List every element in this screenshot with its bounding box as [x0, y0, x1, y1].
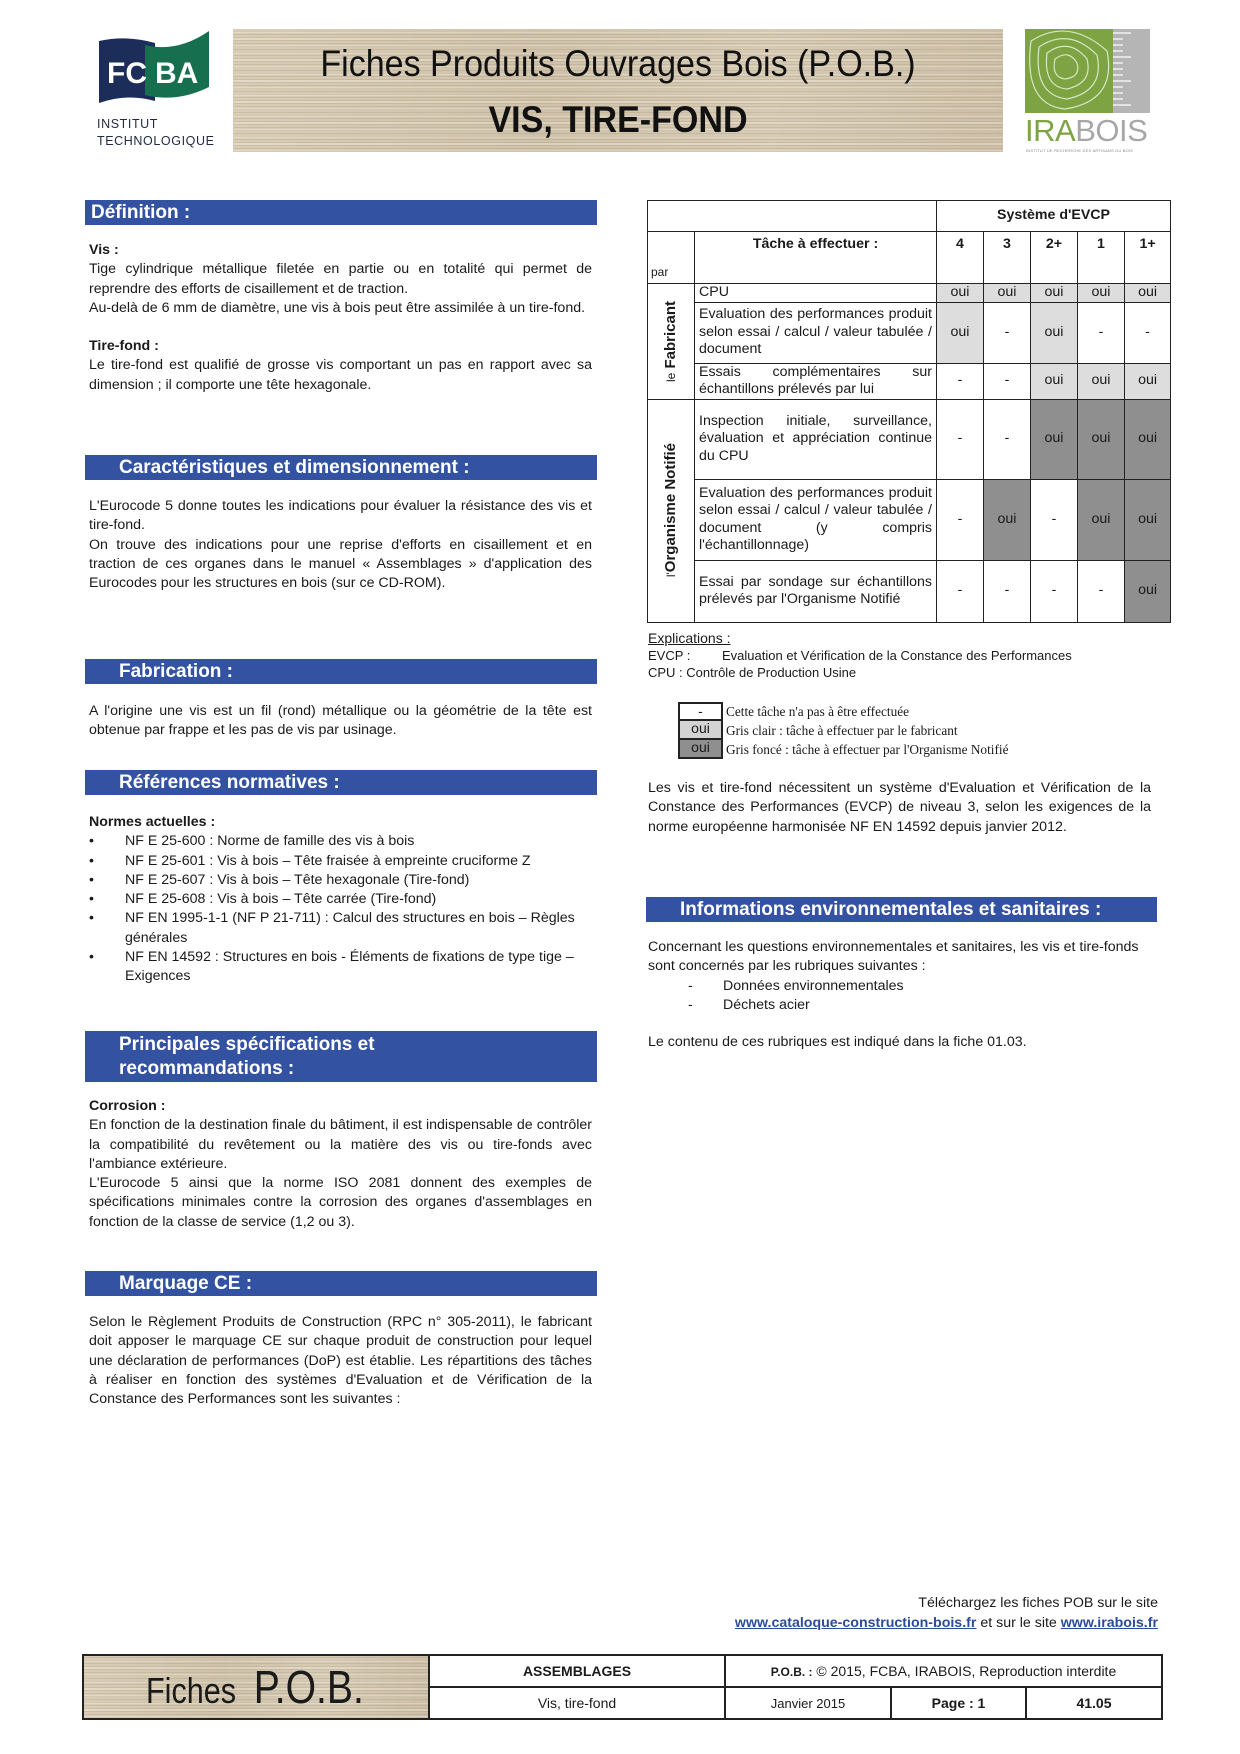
fcba-logo-icon: [97, 31, 211, 107]
tirefond-text: Le tire-fond est qualifié de grosse vis comportant un pas en rapport avec sa dimension ; il comporte une tête hexagonale.: [89, 357, 592, 393]
normes-list: [89, 832, 592, 986]
table-row: [648, 399, 1171, 479]
definition-heading: Définition :: [85, 200, 597, 225]
value-cell: -: [1078, 560, 1125, 622]
system-3-header: 3: [984, 232, 1031, 284]
value-cell: oui: [984, 284, 1031, 303]
rubrique-item: - Déchets acier: [648, 996, 1151, 1015]
table-row: [648, 284, 1171, 303]
fabrication-text: A l'origine une vis est un fil (rond) métallique ou la géométrie de la tête est obtenue par frappe et les pas de vis par usinage.: [89, 703, 592, 739]
norme-item: • NF E 25-601 : Vis à bois – Tête fraisée à empreinte cruciforme Z: [89, 852, 592, 871]
system-4-header: 4: [937, 232, 984, 284]
download-note: [735, 1593, 1158, 1633]
value-cell: -: [984, 560, 1031, 622]
value-cell: oui: [1078, 399, 1125, 479]
footer-category: ASSEMBLAGES: [429, 1655, 725, 1687]
corrosion-text-1: En fonction de la destination finale du bâtiment, il est indispensable de contrôler la compatibilité du revêtement ou la matière des vis ou tire-fonds avec l'ambiance extérieure.: [89, 1117, 592, 1172]
fcba-line1: INSTITUT: [97, 117, 159, 131]
task-cell: Evaluation des performances produit selon essai / calcul / valeur tabulée / document: [695, 302, 937, 363]
value-cell: -: [1078, 302, 1125, 363]
references-heading: Références normatives :: [85, 770, 597, 795]
task-header: Tâche à effectuer :: [695, 232, 937, 284]
value-cell: oui: [1078, 284, 1125, 303]
value-cell: oui: [1125, 363, 1171, 399]
rubriques-list: [648, 977, 1151, 1015]
document-title: VIS, TIRE-FOND: [488, 99, 748, 140]
value-cell: oui: [1125, 560, 1171, 622]
legend-item-light-grey: oui Gris clair : tâche à effectuer par le fabricant: [678, 721, 1009, 740]
marquage-text: Selon le Règlement Produits de Construction (RPC n° 305-2011), le fabricant doit apposer le marquage CE sur chaque produit de construction pour lequel une déclaration de performances (DoP) est établie. Les répartitions des tâches à réaliser en fonction des systèmes d'Evaluation et de Vérification de la Constance des Performances sont les suivantes :: [89, 1314, 592, 1408]
value-cell: oui: [1031, 302, 1078, 363]
footer-document-code: 41.05: [1026, 1687, 1162, 1719]
value-cell: -: [937, 399, 984, 479]
download-links: www.cataloque-construction-bois.fr et sur le site www.irabois.fr: [734, 1615, 1158, 1631]
footer-copyright: P.O.B. : © 2015, FCBA, IRABOIS, Reproduction interdite: [725, 1655, 1162, 1687]
environnement-heading: Informations environnementales et sanitaires :: [646, 897, 1157, 922]
evcp-header-row: [648, 201, 1171, 232]
norme-item: • NF E 25-600 : Norme de famille des vis à bois: [89, 832, 592, 851]
svg-text:FC: FC: [107, 57, 147, 90]
value-cell: -: [1031, 479, 1078, 560]
irabois-wordmark: IRABOIS: [1025, 113, 1148, 148]
catalogue-link[interactable]: www.cataloque-construction-bois.fr: [734, 1615, 977, 1631]
task-cell: CPU: [695, 284, 937, 303]
legend: [678, 702, 1009, 759]
download-line: Téléchargez les fiches POB sur le site: [918, 1595, 1158, 1611]
value-cell: oui: [1031, 363, 1078, 399]
ruler-icon: [1113, 29, 1150, 113]
specifications-heading-line2: recommandations :: [119, 1058, 295, 1079]
irabois-tagline: INSTITUT DE RECHERCHE DES ARTISANS DU BOIS: [1026, 148, 1134, 153]
empty-corner-cell: [648, 201, 937, 232]
value-cell: oui: [1031, 399, 1078, 479]
environnement-closing: Le contenu de ces rubriques est indiqué dans la fiche 01.03.: [648, 1033, 1027, 1050]
norme-item: • NF EN 14592 : Structures en bois - Éléments de fixations de type tige – Exigences: [89, 948, 592, 987]
legend-item-none: - Cette tâche n'a pas à être effectuée: [678, 702, 1009, 721]
legend-item-dark-grey: oui Gris foncé : tâche à effectuer par l'Organisme Notifié: [678, 740, 1009, 759]
value-cell: oui: [937, 302, 984, 363]
value-cell: oui: [1125, 479, 1171, 560]
title-banner: [233, 29, 1003, 152]
value-cell: -: [1031, 560, 1078, 622]
footer-date: Janvier 2015: [725, 1687, 891, 1719]
value-cell: oui: [1125, 399, 1171, 479]
par-label: par: [648, 232, 695, 284]
footer-product: Vis, tire-fond: [429, 1687, 725, 1719]
task-cell: Essais complémentaires sur échantillons prélevés par lui: [695, 363, 937, 399]
caracteristiques-text-2: On trouve des indications pour une reprise d'efforts en cisaillement et en traction de ces organes dans le manuel « Assemblages » d'application des Eurocodes pour les structures en bois (sur ce CD-ROM).: [89, 536, 592, 592]
definition-section: [89, 241, 592, 395]
system-2plus-header: 2+: [1031, 232, 1078, 284]
normes-label: Normes actuelles :: [89, 814, 216, 830]
evcp-table: [647, 200, 1171, 623]
value-cell: -: [984, 363, 1031, 399]
value-cell: oui: [1125, 284, 1171, 303]
evcp-paragraph: Les vis et tire-fond nécessitent un système d'Evaluation et Vérification de la Constance des Performances (EVCP) de niveau 3, selon les exigences de la norme européenne harmonisée NF EN 14592 depuis janvier 2012.: [648, 780, 1151, 835]
group-label-organisme-notifie: l'Organisme Notifié: [648, 399, 695, 622]
environnement-text: Concernant les questions environnementales et sanitaires, les vis et tire-fonds sont concernés par les rubriques suivantes :: [648, 939, 1139, 975]
irabois-link[interactable]: www.irabois.fr: [1060, 1615, 1158, 1631]
specifications-heading-line1: Principales spécifications et: [119, 1034, 375, 1055]
fcba-subtitle: [97, 116, 215, 150]
footer-page-number: Page : 1: [891, 1687, 1026, 1719]
cpu-definition: CPU : Contrôle de Production Usine: [648, 665, 857, 680]
marquage-section: [89, 1313, 592, 1409]
value-cell: oui: [1078, 479, 1125, 560]
task-cell: Essai par sondage sur échantillons prélevés par l'Organisme Notifié: [695, 560, 937, 622]
value-cell: -: [984, 399, 1031, 479]
evcp-definition: EVCP : Evaluation et Vérification de la Constance des Performances: [648, 648, 1072, 663]
svg-text:BA: BA: [155, 57, 199, 90]
group-label-fabricant: le Fabricant: [648, 284, 695, 400]
norme-item: • NF E 25-607 : Vis à bois – Tête hexagonale (Tire-fond): [89, 871, 592, 890]
rubrique-item: - Données environnementales: [648, 977, 1151, 996]
caracteristiques-text-1: L'Eurocode 5 donne toutes les indications pour évaluer la résistance des vis et tire-fond.: [89, 498, 592, 534]
vis-text-1: Tige cylindrique métallique filetée en partie ou en totalité qui permet de reprendre des efforts de cisaillement et de traction.: [89, 261, 592, 297]
footer-brand: FichesP.O.B.: [83, 1655, 429, 1719]
system-header: Système d'EVCP: [937, 201, 1171, 232]
value-cell: -: [1125, 302, 1171, 363]
explications-title: Explications :: [648, 630, 731, 646]
references-section: [89, 813, 592, 987]
table-row: [648, 363, 1171, 399]
corrosion-text-2: L'Eurocode 5 ainsi que la norme ISO 2081 donnent des exemples de spécifications minimales contre la corrosion des organes d'assemblages en fonction de la classe de service (1,2 ou 3).: [89, 1175, 592, 1230]
specifications-section: [89, 1097, 592, 1232]
irabois-logo: [1025, 29, 1153, 153]
value-cell: oui: [984, 479, 1031, 560]
value-cell: oui: [1031, 284, 1078, 303]
norme-item: • NF E 25-608 : Vis à bois – Tête carrée (Tire-fond): [89, 890, 592, 909]
fabrication-section: [89, 702, 592, 741]
caracteristiques-section: [89, 497, 592, 593]
value-cell: oui: [1078, 363, 1125, 399]
fcba-line2: TECHNOLOGIQUE: [97, 134, 215, 148]
table-row: [648, 479, 1171, 560]
contour-map-icon: [1025, 29, 1113, 113]
footer-table: [82, 1654, 1163, 1720]
system-1-header: 1: [1078, 232, 1125, 284]
specifications-heading: [85, 1031, 597, 1082]
value-cell: -: [984, 302, 1031, 363]
corrosion-label: Corrosion :: [89, 1098, 166, 1114]
vis-label: Vis :: [89, 242, 119, 258]
fcba-logo: [97, 31, 211, 107]
caracteristiques-heading: Caractéristiques et dimensionnement :: [85, 455, 597, 480]
fabrication-heading: Fabrication :: [85, 659, 597, 684]
value-cell: -: [937, 363, 984, 399]
marquage-heading: Marquage CE :: [85, 1271, 597, 1296]
task-cell: Evaluation des performances produit selon essai / calcul / valeur tabulée / document (y compris l'échantillonnage): [695, 479, 937, 560]
explications-block: [648, 630, 1168, 681]
value-cell: oui: [937, 284, 984, 303]
table-row: [648, 302, 1171, 363]
table-row: [648, 560, 1171, 622]
evcp-subheader-row: [648, 232, 1171, 284]
task-cell: Inspection initiale, surveillance, évaluation et appréciation continue du CPU: [695, 399, 937, 479]
tirefond-label: Tire-fond :: [89, 338, 159, 355]
document-series-title: Fiches Produits Ouvrages Bois (P.O.B.): [320, 43, 916, 84]
vis-text-2: Au-delà de 6 mm de diamètre, une vis à bois peut être assimilée à un tire-fond.: [89, 299, 586, 316]
value-cell: -: [937, 560, 984, 622]
norme-item: • NF EN 1995-1-1 (NF P 21-711) : Calcul des structures en bois – Règles générales: [89, 909, 592, 948]
value-cell: -: [937, 479, 984, 560]
system-1plus-header: 1+: [1125, 232, 1171, 284]
environnement-section: [648, 938, 1151, 1052]
